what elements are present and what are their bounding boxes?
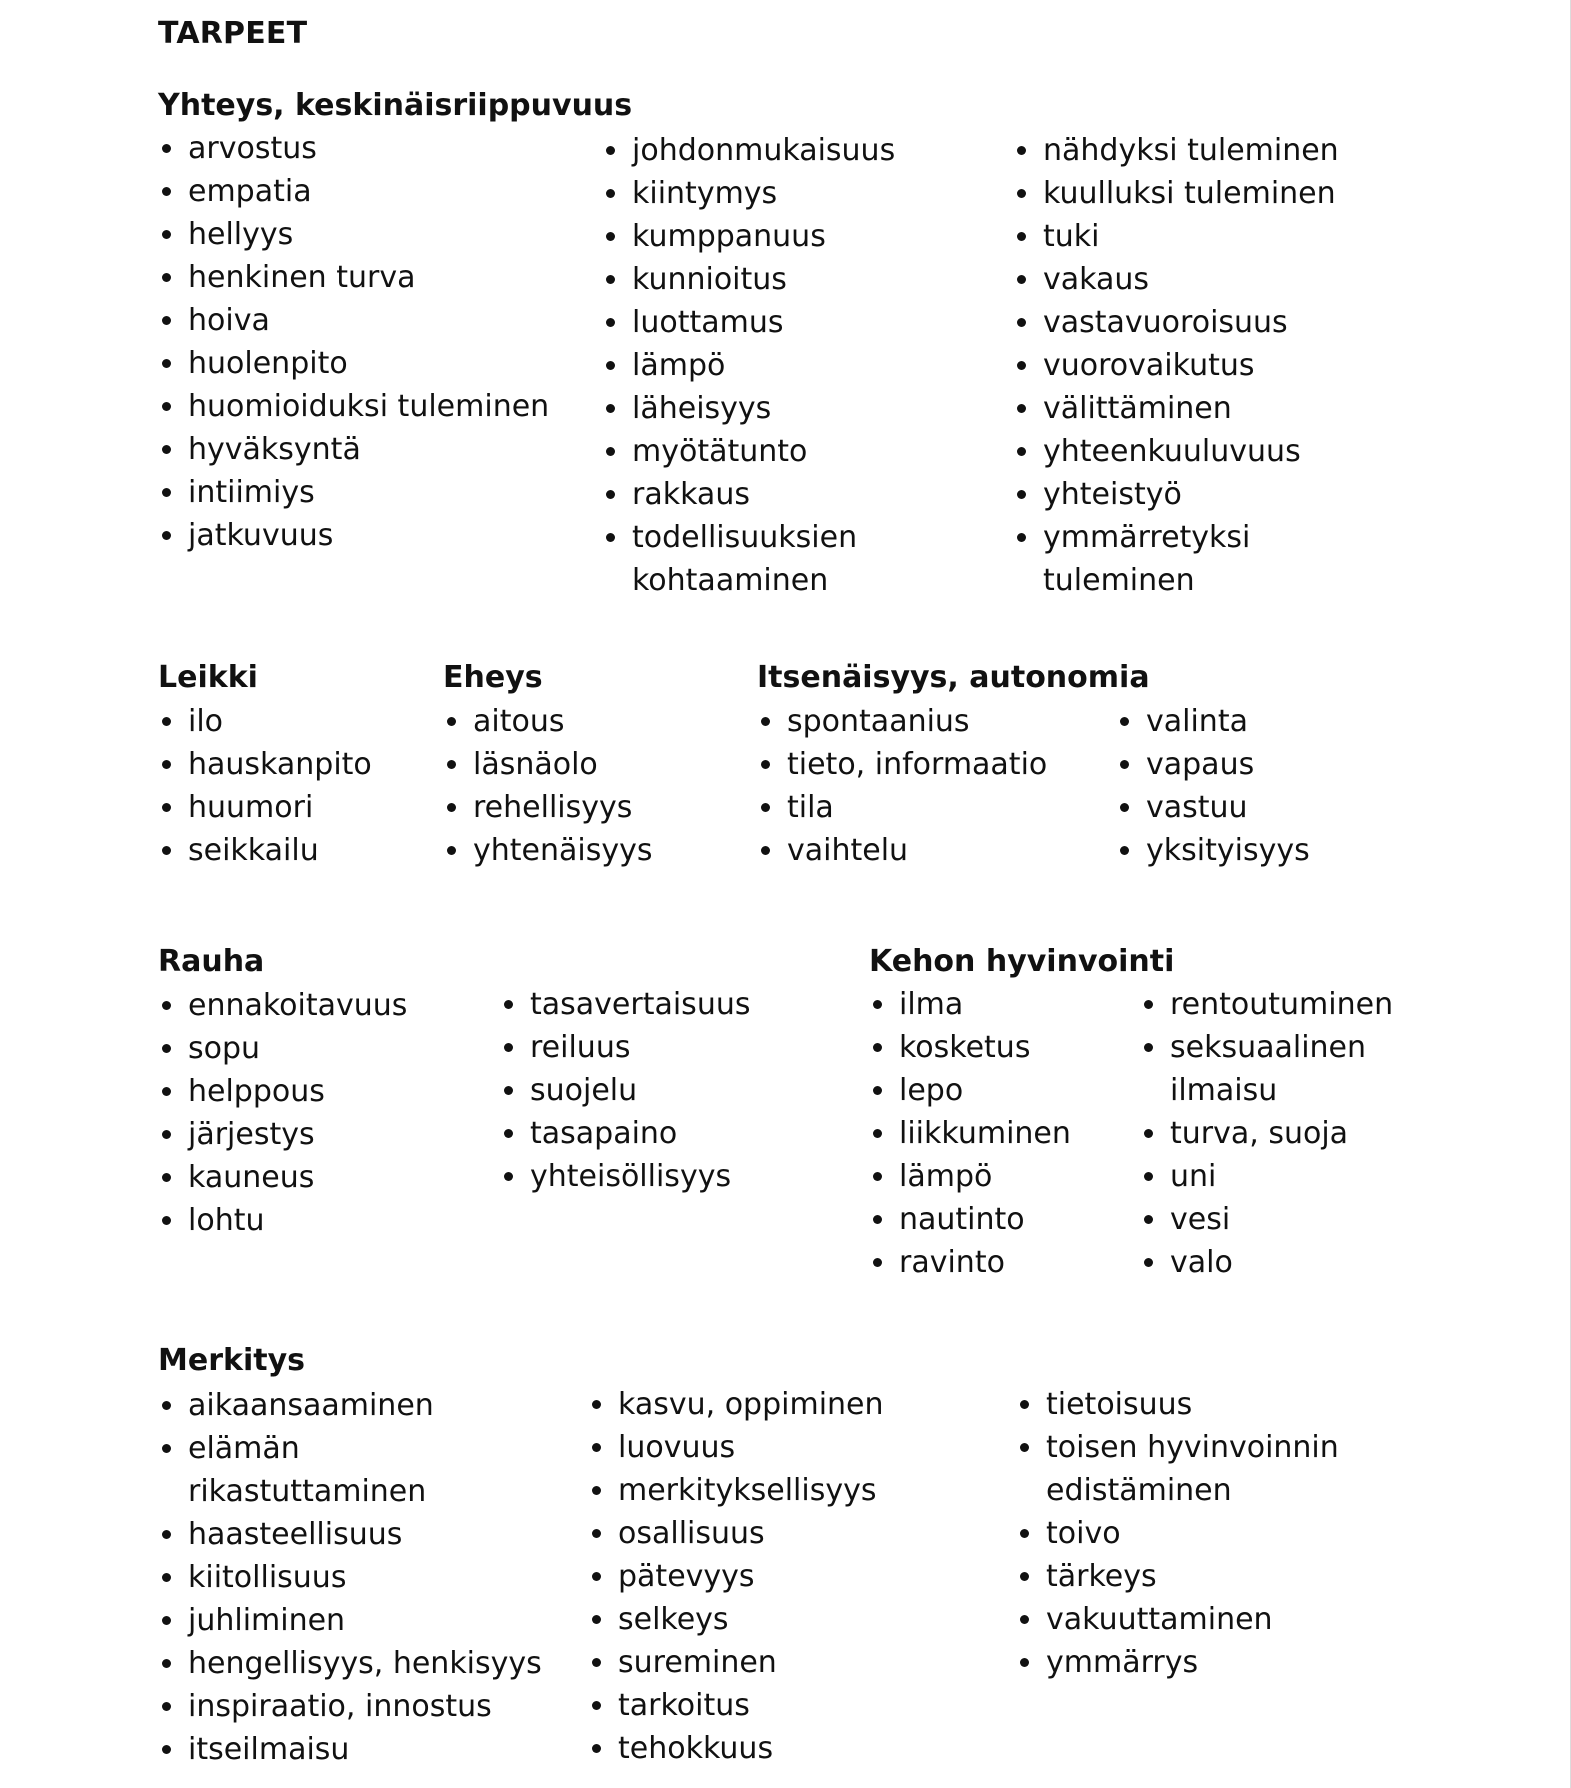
list-item: nautinto	[869, 1198, 1071, 1241]
list-item-line: rikastuttaminen	[188, 1474, 427, 1509]
list-yhteys-col3	[1013, 129, 1339, 602]
list-item: vastuu	[1116, 786, 1310, 829]
list-rauha-col1	[158, 984, 407, 1242]
list-item-line: kohtaaminen	[632, 563, 829, 598]
list-item: tarkoitus	[588, 1684, 884, 1727]
list-yhteys-col1	[158, 127, 549, 557]
list-item: vuorovaikutus	[1013, 344, 1339, 387]
list-item: reiluus	[500, 1026, 750, 1069]
list-item: vesi	[1140, 1198, 1393, 1241]
list-item: intiimiys	[158, 471, 549, 514]
list-item	[1016, 1426, 1339, 1512]
page-title: TARPEET	[158, 16, 308, 51]
list-item: järjestys	[158, 1113, 407, 1156]
list-item: valo	[1140, 1241, 1393, 1284]
list-item: merkityksellisyys	[588, 1469, 884, 1512]
list-item	[1140, 1026, 1393, 1112]
list-item-line: tuleminen	[1043, 563, 1195, 598]
list-item: hoiva	[158, 299, 549, 342]
list-item: henkinen turva	[158, 256, 549, 299]
list-item: lepo	[869, 1069, 1071, 1112]
list-item-line: toisen hyvinvoinnin	[1046, 1430, 1339, 1465]
list-item: ennakoitavuus	[158, 984, 407, 1027]
list-item: hellyys	[158, 213, 549, 256]
heading-rauha: Rauha	[158, 944, 265, 979]
list-item: aitous	[443, 700, 653, 743]
list-item: huolenpito	[158, 342, 549, 385]
list-item: valinta	[1116, 700, 1310, 743]
heading-eheys: Eheys	[443, 660, 543, 695]
list-item: ymmärrys	[1016, 1641, 1339, 1684]
list-item	[158, 1427, 542, 1513]
list-item: rentoutuminen	[1140, 983, 1393, 1026]
list-item: rehellisyys	[443, 786, 653, 829]
heading-merkitys: Merkitys	[158, 1343, 305, 1378]
list-item: selkeys	[588, 1598, 884, 1641]
list-item: juhliminen	[158, 1599, 542, 1642]
list-rauha-col2	[500, 983, 750, 1198]
list-item: luottamus	[602, 301, 895, 344]
list-item: helppous	[158, 1070, 407, 1113]
list-item: luovuus	[588, 1426, 884, 1469]
list-item: tasavertaisuus	[500, 983, 750, 1026]
list-merkitys-col2	[588, 1383, 884, 1770]
list-item: turva, suoja	[1140, 1112, 1393, 1155]
list-item: yhteistyö	[1013, 473, 1339, 516]
list-eheys	[443, 700, 653, 872]
list-item: huumori	[158, 786, 372, 829]
list-item: rakkaus	[602, 473, 895, 516]
list-item: ravinto	[869, 1241, 1071, 1284]
list-item: itseilmaisu	[158, 1728, 542, 1771]
list-item: lämpö	[869, 1155, 1071, 1198]
list-item: välittäminen	[1013, 387, 1339, 430]
list-item: sureminen	[588, 1641, 884, 1684]
list-item: hauskanpito	[158, 743, 372, 786]
list-item: vapaus	[1116, 743, 1310, 786]
list-item: tieto, informaatio	[757, 743, 1047, 786]
list-merkitys-col1	[158, 1384, 542, 1771]
list-item: suojelu	[500, 1069, 750, 1112]
list-item: myötätunto	[602, 430, 895, 473]
list-item: hengellisyys, henkisyys	[158, 1642, 542, 1685]
list-item: tehokkuus	[588, 1727, 884, 1770]
list-item: johdonmukaisuus	[602, 129, 895, 172]
list-item: nähdyksi tuleminen	[1013, 129, 1339, 172]
list-item: seikkailu	[158, 829, 372, 872]
list-item: läheisyys	[602, 387, 895, 430]
list-item: ilo	[158, 700, 372, 743]
heading-itsenaisyys: Itsenäisyys, autonomia	[757, 660, 1150, 695]
list-item: kauneus	[158, 1156, 407, 1199]
list-item: uni	[1140, 1155, 1393, 1198]
list-kehon-col2	[1140, 983, 1393, 1284]
list-item: aikaansaaminen	[158, 1384, 542, 1427]
list-item: vakuuttaminen	[1016, 1598, 1339, 1641]
list-item-line: ymmärretyksi	[1043, 520, 1251, 555]
list-item: tuki	[1013, 215, 1339, 258]
list-item: pätevyys	[588, 1555, 884, 1598]
list-item: empatia	[158, 170, 549, 213]
list-item	[602, 516, 895, 602]
list-item-line: edistäminen	[1046, 1473, 1232, 1508]
heading-leikki: Leikki	[158, 660, 258, 695]
list-item: huomioiduksi tuleminen	[158, 385, 549, 428]
list-item: tasapaino	[500, 1112, 750, 1155]
list-item: tila	[757, 786, 1047, 829]
list-yhteys-col2	[602, 129, 895, 602]
list-item: kuulluksi tuleminen	[1013, 172, 1339, 215]
list-item: kumppanuus	[602, 215, 895, 258]
list-item: tietoisuus	[1016, 1383, 1339, 1426]
list-item: vaihtelu	[757, 829, 1047, 872]
list-item: lohtu	[158, 1199, 407, 1242]
list-item: spontaanius	[757, 700, 1047, 743]
list-item: jatkuvuus	[158, 514, 549, 557]
list-itsenaisyys-col1	[757, 700, 1047, 872]
heading-yhteys: Yhteys, keskinäisriippuvuus	[158, 88, 633, 123]
list-item: kunnioitus	[602, 258, 895, 301]
list-item: kosketus	[869, 1026, 1071, 1069]
list-item: arvostus	[158, 127, 549, 170]
list-item	[1013, 516, 1339, 602]
list-item-line: elämän	[188, 1431, 300, 1466]
heading-kehon: Kehon hyvinvointi	[869, 944, 1175, 979]
list-item: lämpö	[602, 344, 895, 387]
list-item: kiintymys	[602, 172, 895, 215]
list-merkitys-col3	[1016, 1383, 1339, 1684]
list-kehon-col1	[869, 983, 1071, 1284]
list-itsenaisyys-col2	[1116, 700, 1310, 872]
list-item: vastavuoroisuus	[1013, 301, 1339, 344]
list-item: yhteenkuuluvuus	[1013, 430, 1339, 473]
list-item: osallisuus	[588, 1512, 884, 1555]
list-item: ilma	[869, 983, 1071, 1026]
list-item: liikkuminen	[869, 1112, 1071, 1155]
list-item: kasvu, oppiminen	[588, 1383, 884, 1426]
list-item: kiitollisuus	[158, 1556, 542, 1599]
list-item: tärkeys	[1016, 1555, 1339, 1598]
list-item-line: seksuaalinen	[1170, 1030, 1367, 1065]
list-item-line: ilmaisu	[1170, 1073, 1278, 1108]
list-item: yhteisöllisyys	[500, 1155, 750, 1198]
list-item-line: todellisuuksien	[632, 520, 858, 555]
list-item: vakaus	[1013, 258, 1339, 301]
list-item: sopu	[158, 1027, 407, 1070]
list-item: inspiraatio, innostus	[158, 1685, 542, 1728]
list-item: yksityisyys	[1116, 829, 1310, 872]
list-item: haasteellisuus	[158, 1513, 542, 1556]
list-item: hyväksyntä	[158, 428, 549, 471]
list-item: yhtenäisyys	[443, 829, 653, 872]
list-item: toivo	[1016, 1512, 1339, 1555]
list-item: läsnäolo	[443, 743, 653, 786]
list-leikki	[158, 700, 372, 872]
